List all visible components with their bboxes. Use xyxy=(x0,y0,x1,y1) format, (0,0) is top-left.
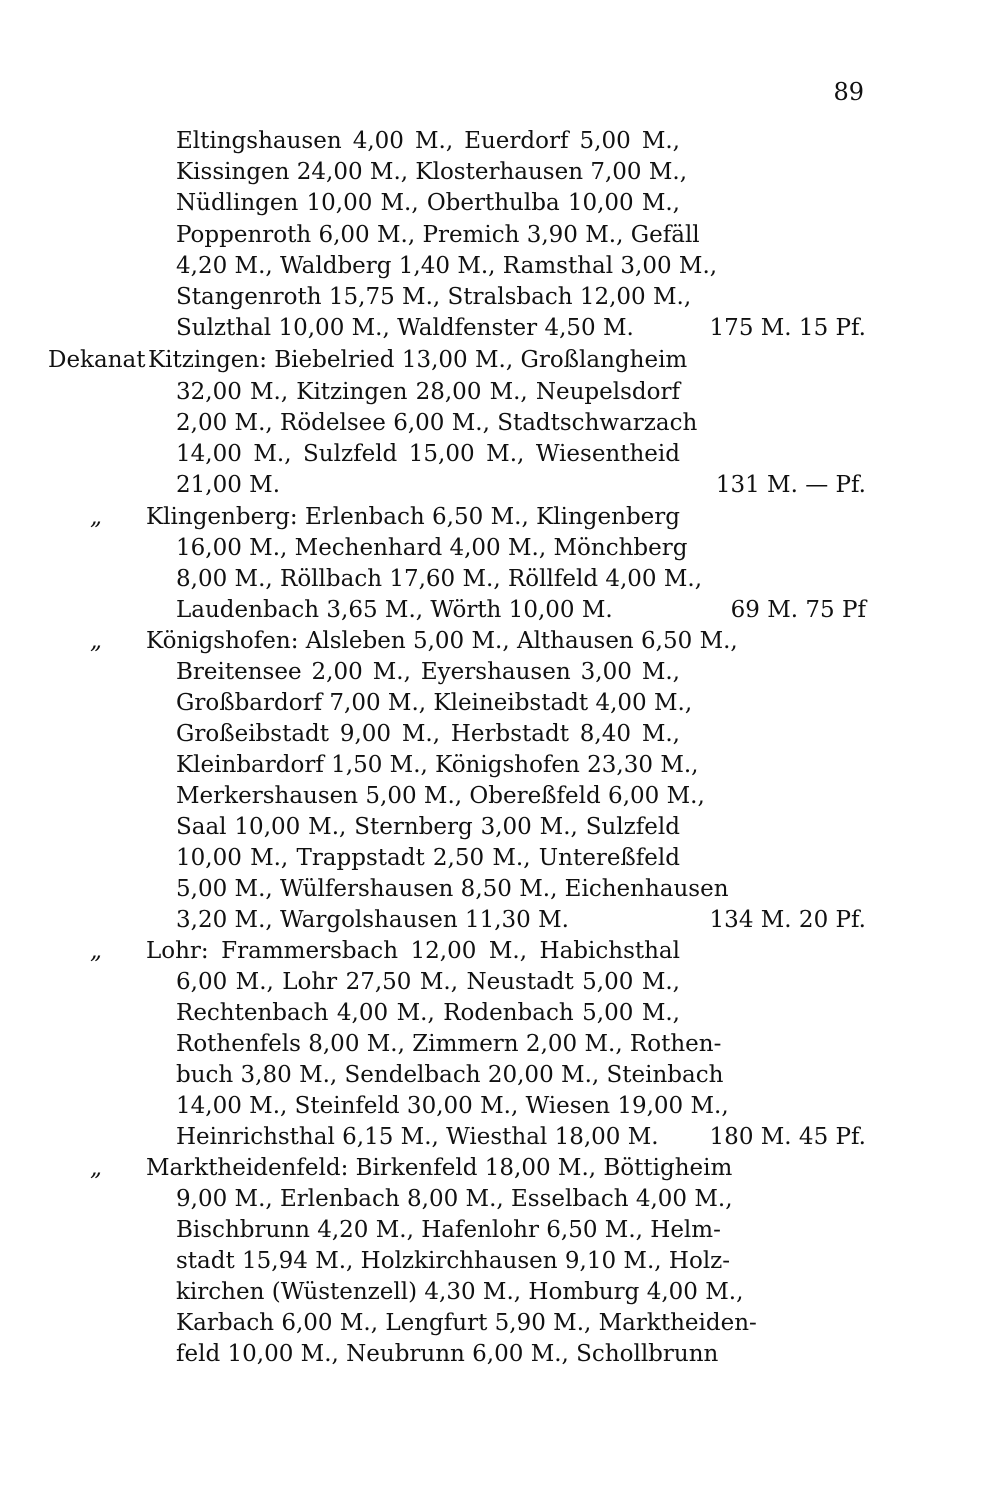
ditto-mark: „ xyxy=(90,938,102,964)
text-line xyxy=(0,967,1000,998)
line-text: Großbardorf 7,00 M., Kleineibstadt 4,00 M., xyxy=(176,690,693,716)
line-text: Sulzthal 10,00 M., Waldfenster 4,50 M. xyxy=(176,315,634,341)
text-line xyxy=(0,1060,1000,1091)
line-text: Stangenroth 15,75 M., Stralsbach 12,00 M., xyxy=(176,284,692,310)
line-text: Eltingshausen 4,00 M., Euerdorf 5,00 M., xyxy=(176,128,680,154)
text-line xyxy=(0,595,1000,626)
line-text: Großeibstadt 9,00 M., Herbstadt 8,40 M., xyxy=(176,721,680,747)
text-line xyxy=(0,936,1000,967)
text-line xyxy=(0,1091,1000,1122)
dekanat-label: Dekanat xyxy=(48,347,146,373)
line-text: Poppenroth 6,00 M., Premich 3,90 M., Gefäll xyxy=(176,222,700,248)
text-line xyxy=(0,345,1000,376)
page-number: 89 xyxy=(833,78,864,106)
text-line xyxy=(0,313,1000,344)
text-line xyxy=(0,439,1000,470)
text-line xyxy=(0,282,1000,313)
text-line xyxy=(0,188,1000,219)
text-line xyxy=(0,1122,1000,1153)
line-text: stadt 15,94 M., Holzkirchhausen 9,10 M., Holz- xyxy=(176,1248,731,1274)
line-text: Rothenfels 8,00 M., Zimmern 2,00 M., Rothen- xyxy=(176,1031,722,1057)
line-text: Kissingen 24,00 M., Klosterhausen 7,00 M., xyxy=(176,159,688,185)
ditto-mark: „ xyxy=(90,1155,102,1181)
line-text: 16,00 M., Mechenhard 4,00 M., Mönchberg xyxy=(176,535,688,561)
line-text: 9,00 M., Erlenbach 8,00 M., Esselbach 4,00 M., xyxy=(176,1186,733,1212)
text-line xyxy=(0,126,1000,157)
line-text: 2,00 M., Rödelsee 6,00 M., Stadtschwarzach xyxy=(176,410,698,436)
line-text: feld 10,00 M., Neubrunn 6,00 M., Schollbrunn xyxy=(176,1341,719,1367)
text-line xyxy=(0,905,1000,936)
entry-total: 69 M. 75 Pf xyxy=(730,597,866,623)
line-text: 8,00 M., Röllbach 17,60 M., Röllfeld 4,00 M., xyxy=(176,566,703,592)
line-text: Lohr: Frammersbach 12,00 M., Habichsthal xyxy=(146,938,680,964)
text-line xyxy=(0,564,1000,595)
line-text: 5,00 M., Wülfershausen 8,50 M., Eichenhausen xyxy=(176,876,729,902)
text-line xyxy=(0,220,1000,251)
line-text: 14,00 M., Sulzfeld 15,00 M., Wiesentheid xyxy=(176,441,680,467)
line-text: Saal 10,00 M., Sternberg 3,00 M., Sulzfeld xyxy=(176,814,680,840)
line-text: 6,00 M., Lohr 27,50 M., Neustadt 5,00 M., xyxy=(176,969,680,995)
line-text: Bischbrunn 4,20 M., Hafenlohr 6,50 M., Helm- xyxy=(176,1217,721,1243)
line-text: Nüdlingen 10,00 M., Oberthulba 10,00 M., xyxy=(176,190,680,216)
line-text: Königshofen: Alsleben 5,00 M., Althausen 6,50 M., xyxy=(146,628,738,654)
text-line xyxy=(0,1215,1000,1246)
entry-total: 175 M. 15 Pf. xyxy=(709,315,866,341)
line-text: 32,00 M., Kitzingen 28,00 M., Neupelsdorf xyxy=(176,379,680,405)
line-text: Rechtenbach 4,00 M., Rodenbach 5,00 M., xyxy=(176,1000,680,1026)
text-line xyxy=(0,1339,1000,1370)
line-text: 4,20 M., Waldberg 1,40 M., Ramsthal 3,00 M., xyxy=(176,253,718,279)
text-line xyxy=(0,719,1000,750)
ditto-mark: „ xyxy=(90,504,102,530)
text-line xyxy=(0,812,1000,843)
text-line xyxy=(0,750,1000,781)
entry-total: 180 M. 45 Pf. xyxy=(709,1124,866,1150)
line-text: Kleinbardorf 1,50 M., Königshofen 23,30 M., xyxy=(176,752,699,778)
text-line xyxy=(0,781,1000,812)
line-text: Merkershausen 5,00 M., Obereßfeld 6,00 M., xyxy=(176,783,705,809)
line-text: Breitensee 2,00 M., Eyershausen 3,00 M., xyxy=(176,659,680,685)
text-line xyxy=(0,1029,1000,1060)
text-line xyxy=(0,626,1000,657)
text-line xyxy=(0,1184,1000,1215)
line-text: Heinrichsthal 6,15 M., Wiesthal 18,00 M. xyxy=(176,1124,659,1150)
text-line xyxy=(0,1308,1000,1339)
text-line xyxy=(0,1277,1000,1308)
text-line xyxy=(0,1153,1000,1184)
line-text: Karbach 6,00 M., Lengfurt 5,90 M., Marktheiden- xyxy=(176,1310,757,1336)
line-text: Klingenberg: Erlenbach 6,50 M., Klingenberg xyxy=(146,504,680,530)
line-text: buch 3,80 M., Sendelbach 20,00 M., Steinbach xyxy=(176,1062,724,1088)
line-text: 10,00 M., Trappstadt 2,50 M., Untereßfeld xyxy=(176,845,680,871)
line-text: Marktheidenfeld: Birkenfeld 18,00 M., Böttigheim xyxy=(146,1155,733,1181)
entry-total: 131 M. — Pf. xyxy=(715,472,866,498)
text-line xyxy=(0,408,1000,439)
text-line xyxy=(0,251,1000,282)
text-line xyxy=(0,843,1000,874)
line-text: Kitzingen: Biebelried 13,00 M., Großlangheim xyxy=(148,347,688,373)
text-line xyxy=(0,470,1000,501)
text-line xyxy=(0,688,1000,719)
text-line xyxy=(0,657,1000,688)
text-line xyxy=(0,502,1000,533)
text-line xyxy=(0,874,1000,905)
text-line xyxy=(0,377,1000,408)
line-text: kirchen (Wüstenzell) 4,30 M., Homburg 4,00 M., xyxy=(176,1279,744,1305)
line-text: 3,20 M., Wargolshausen 11,30 M. xyxy=(176,907,569,933)
line-text: 21,00 M. xyxy=(176,472,281,498)
text-line xyxy=(0,1246,1000,1277)
text-line xyxy=(0,998,1000,1029)
text-line xyxy=(0,157,1000,188)
text-line xyxy=(0,533,1000,564)
ditto-mark: „ xyxy=(90,628,102,654)
line-text: 14,00 M., Steinfeld 30,00 M., Wiesen 19,00 M., xyxy=(176,1093,729,1119)
entry-total: 134 M. 20 Pf. xyxy=(709,907,866,933)
line-text: Laudenbach 3,65 M., Wörth 10,00 M. xyxy=(176,597,613,623)
